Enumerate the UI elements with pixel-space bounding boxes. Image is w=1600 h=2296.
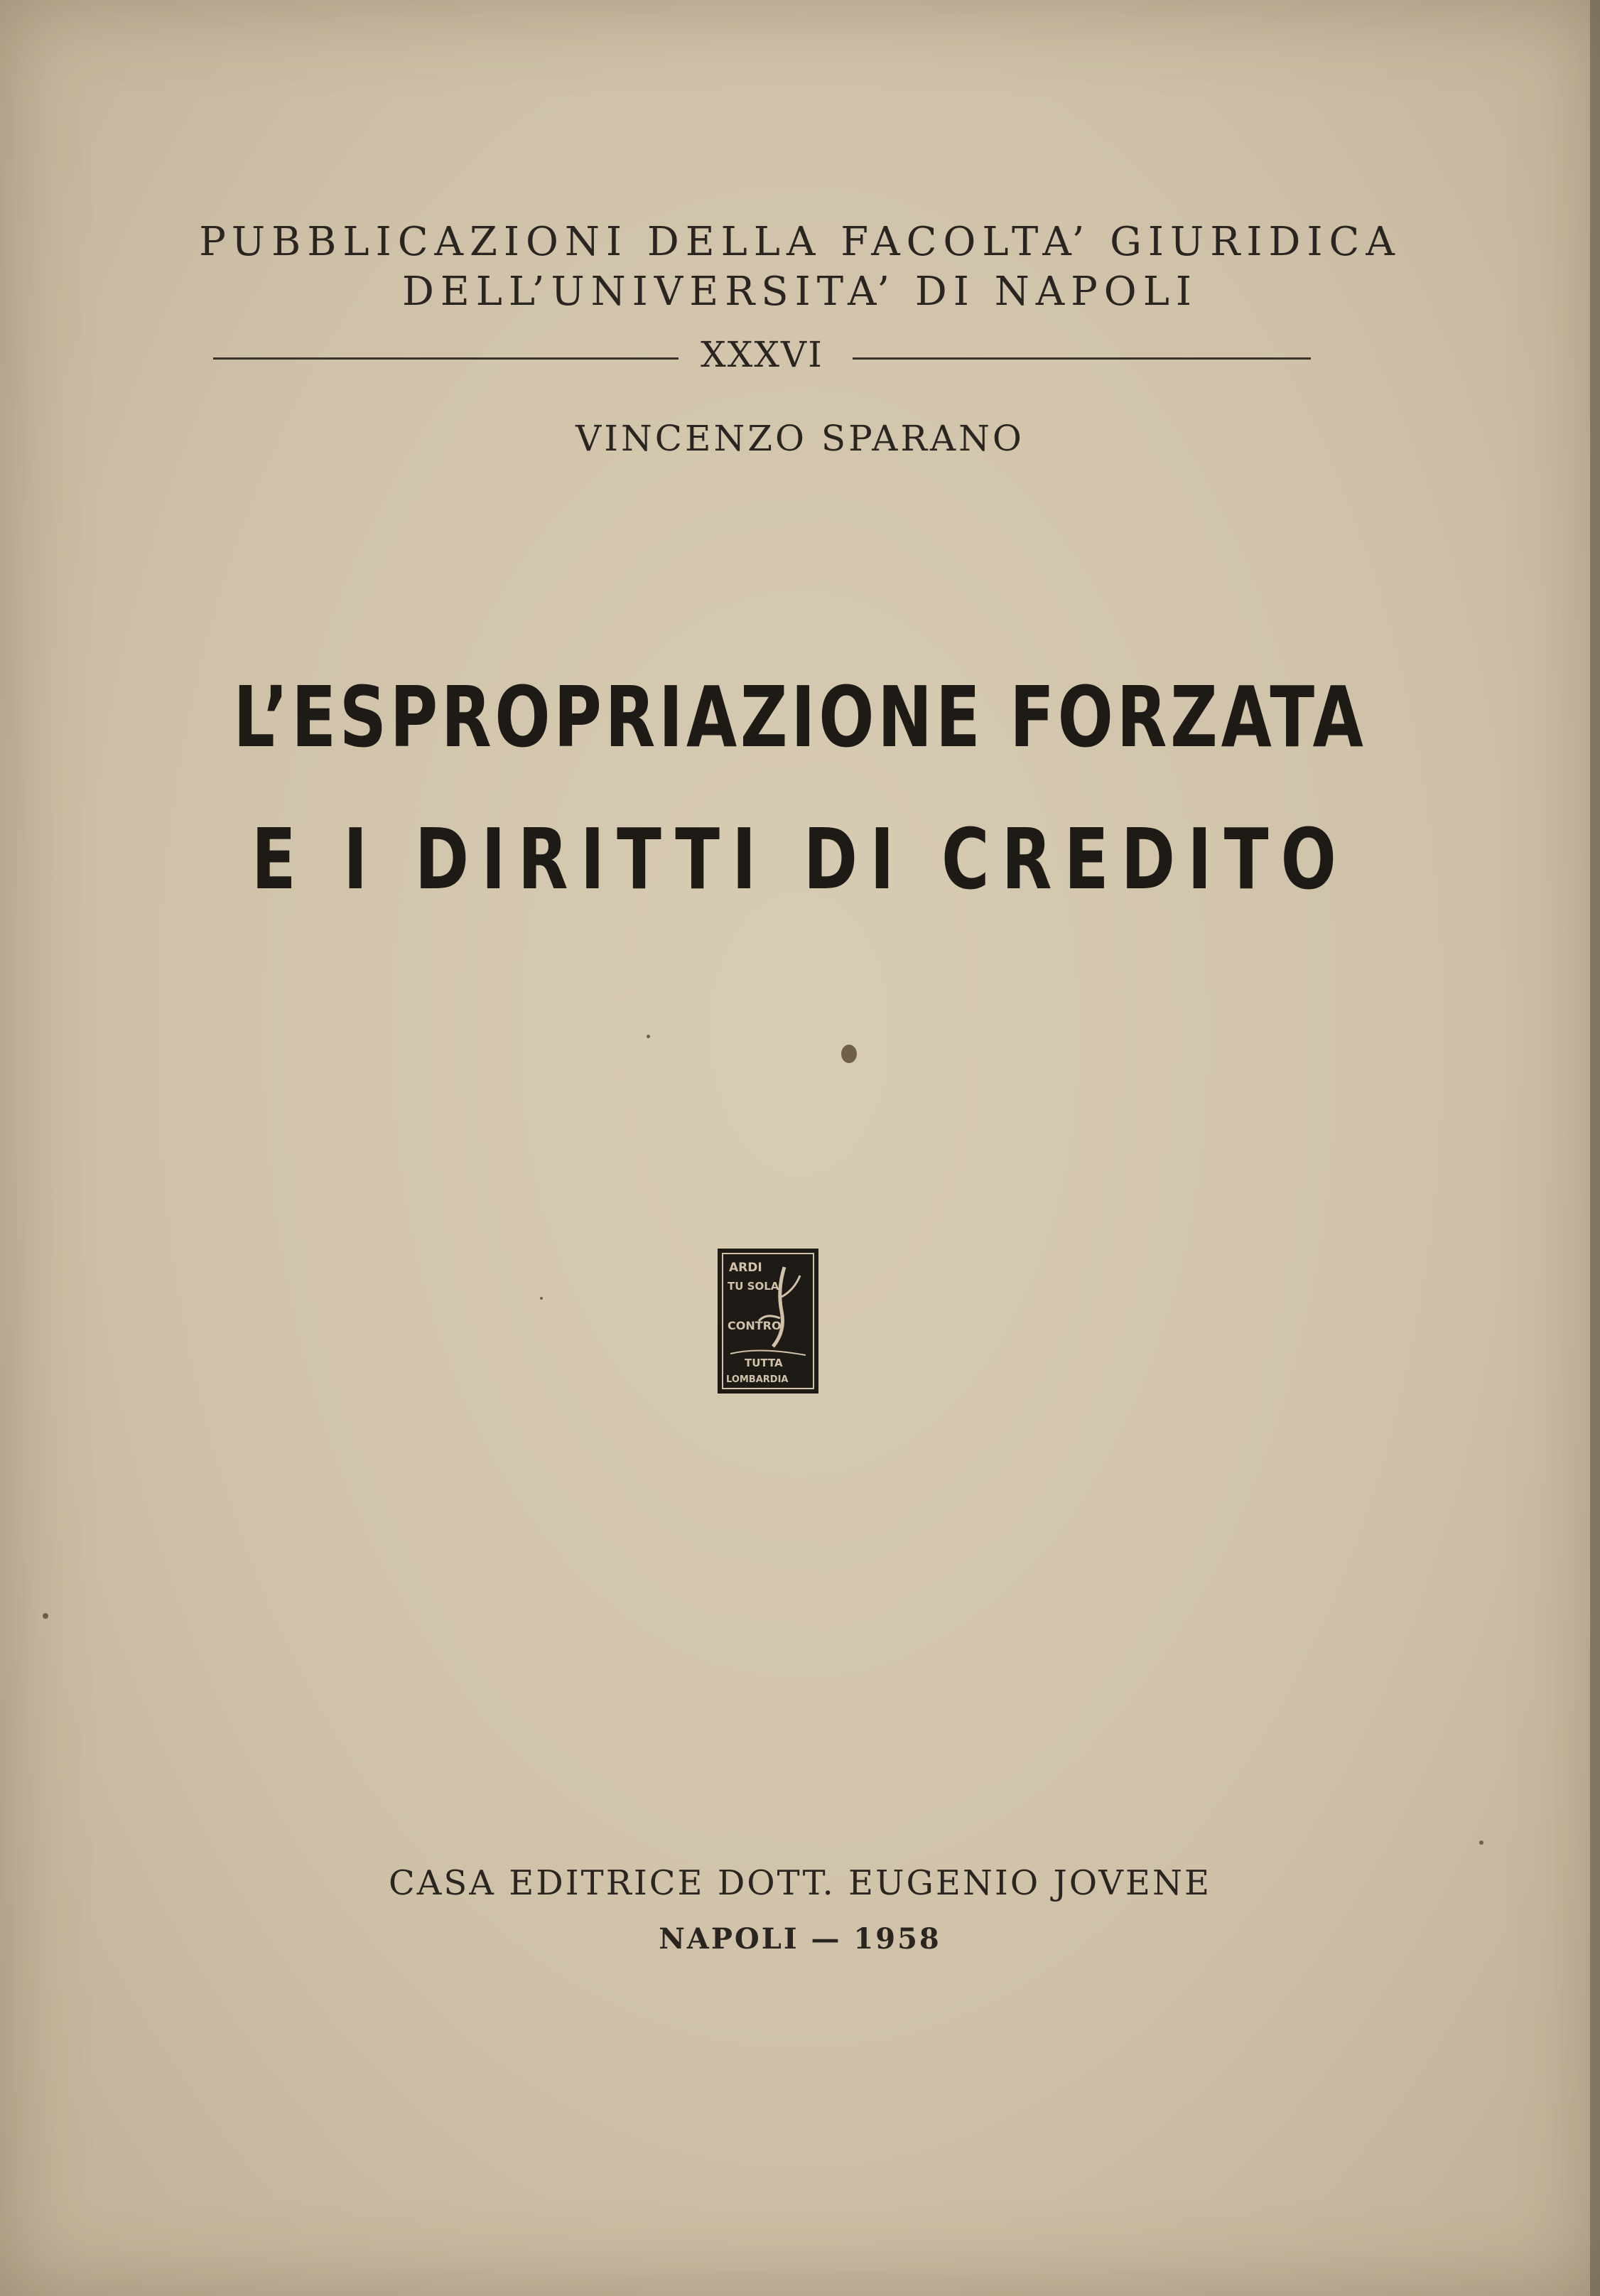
publisher-emblem-icon (716, 1247, 820, 1395)
book-title-line-2: E I DIRITTI DI CREDITO (251, 810, 1349, 908)
emblem-text-5: LOMBARDIA (726, 1374, 789, 1385)
volume-rule-row (213, 334, 1311, 384)
emblem-text-1: ARDI (729, 1261, 762, 1275)
emblem-text-3: CONTRO (728, 1319, 782, 1332)
paper-speck (43, 1613, 48, 1619)
paper-speck (540, 1297, 543, 1300)
divider-right (853, 357, 1311, 360)
emblem-graphic (716, 1247, 820, 1395)
author-name: VINCENZO SPARANO (575, 418, 1025, 459)
emblem-text-4: TUTTA (745, 1357, 783, 1369)
volume-number: XXXVI (701, 334, 823, 375)
series-line-2: DELL’UNIVERSITA’ DI NAPOLI (401, 269, 1199, 315)
publisher-name: CASA EDITRICE DOTT. EUGENIO JOVENE (389, 1863, 1211, 1903)
paper-speck (1479, 1840, 1483, 1845)
paper-speck (841, 1045, 857, 1063)
series-line-1: PUBBLICAZIONI DELLA FACOLTA’ GIURIDICA (199, 219, 1401, 265)
book-title-line-1: L’ESPROPRIAZIONE FORZATA (233, 668, 1367, 766)
paper-speck (647, 1035, 650, 1038)
publication-place-year: NAPOLI — 1958 (659, 1922, 941, 1956)
emblem-text-2: TU SOLA (728, 1280, 779, 1293)
